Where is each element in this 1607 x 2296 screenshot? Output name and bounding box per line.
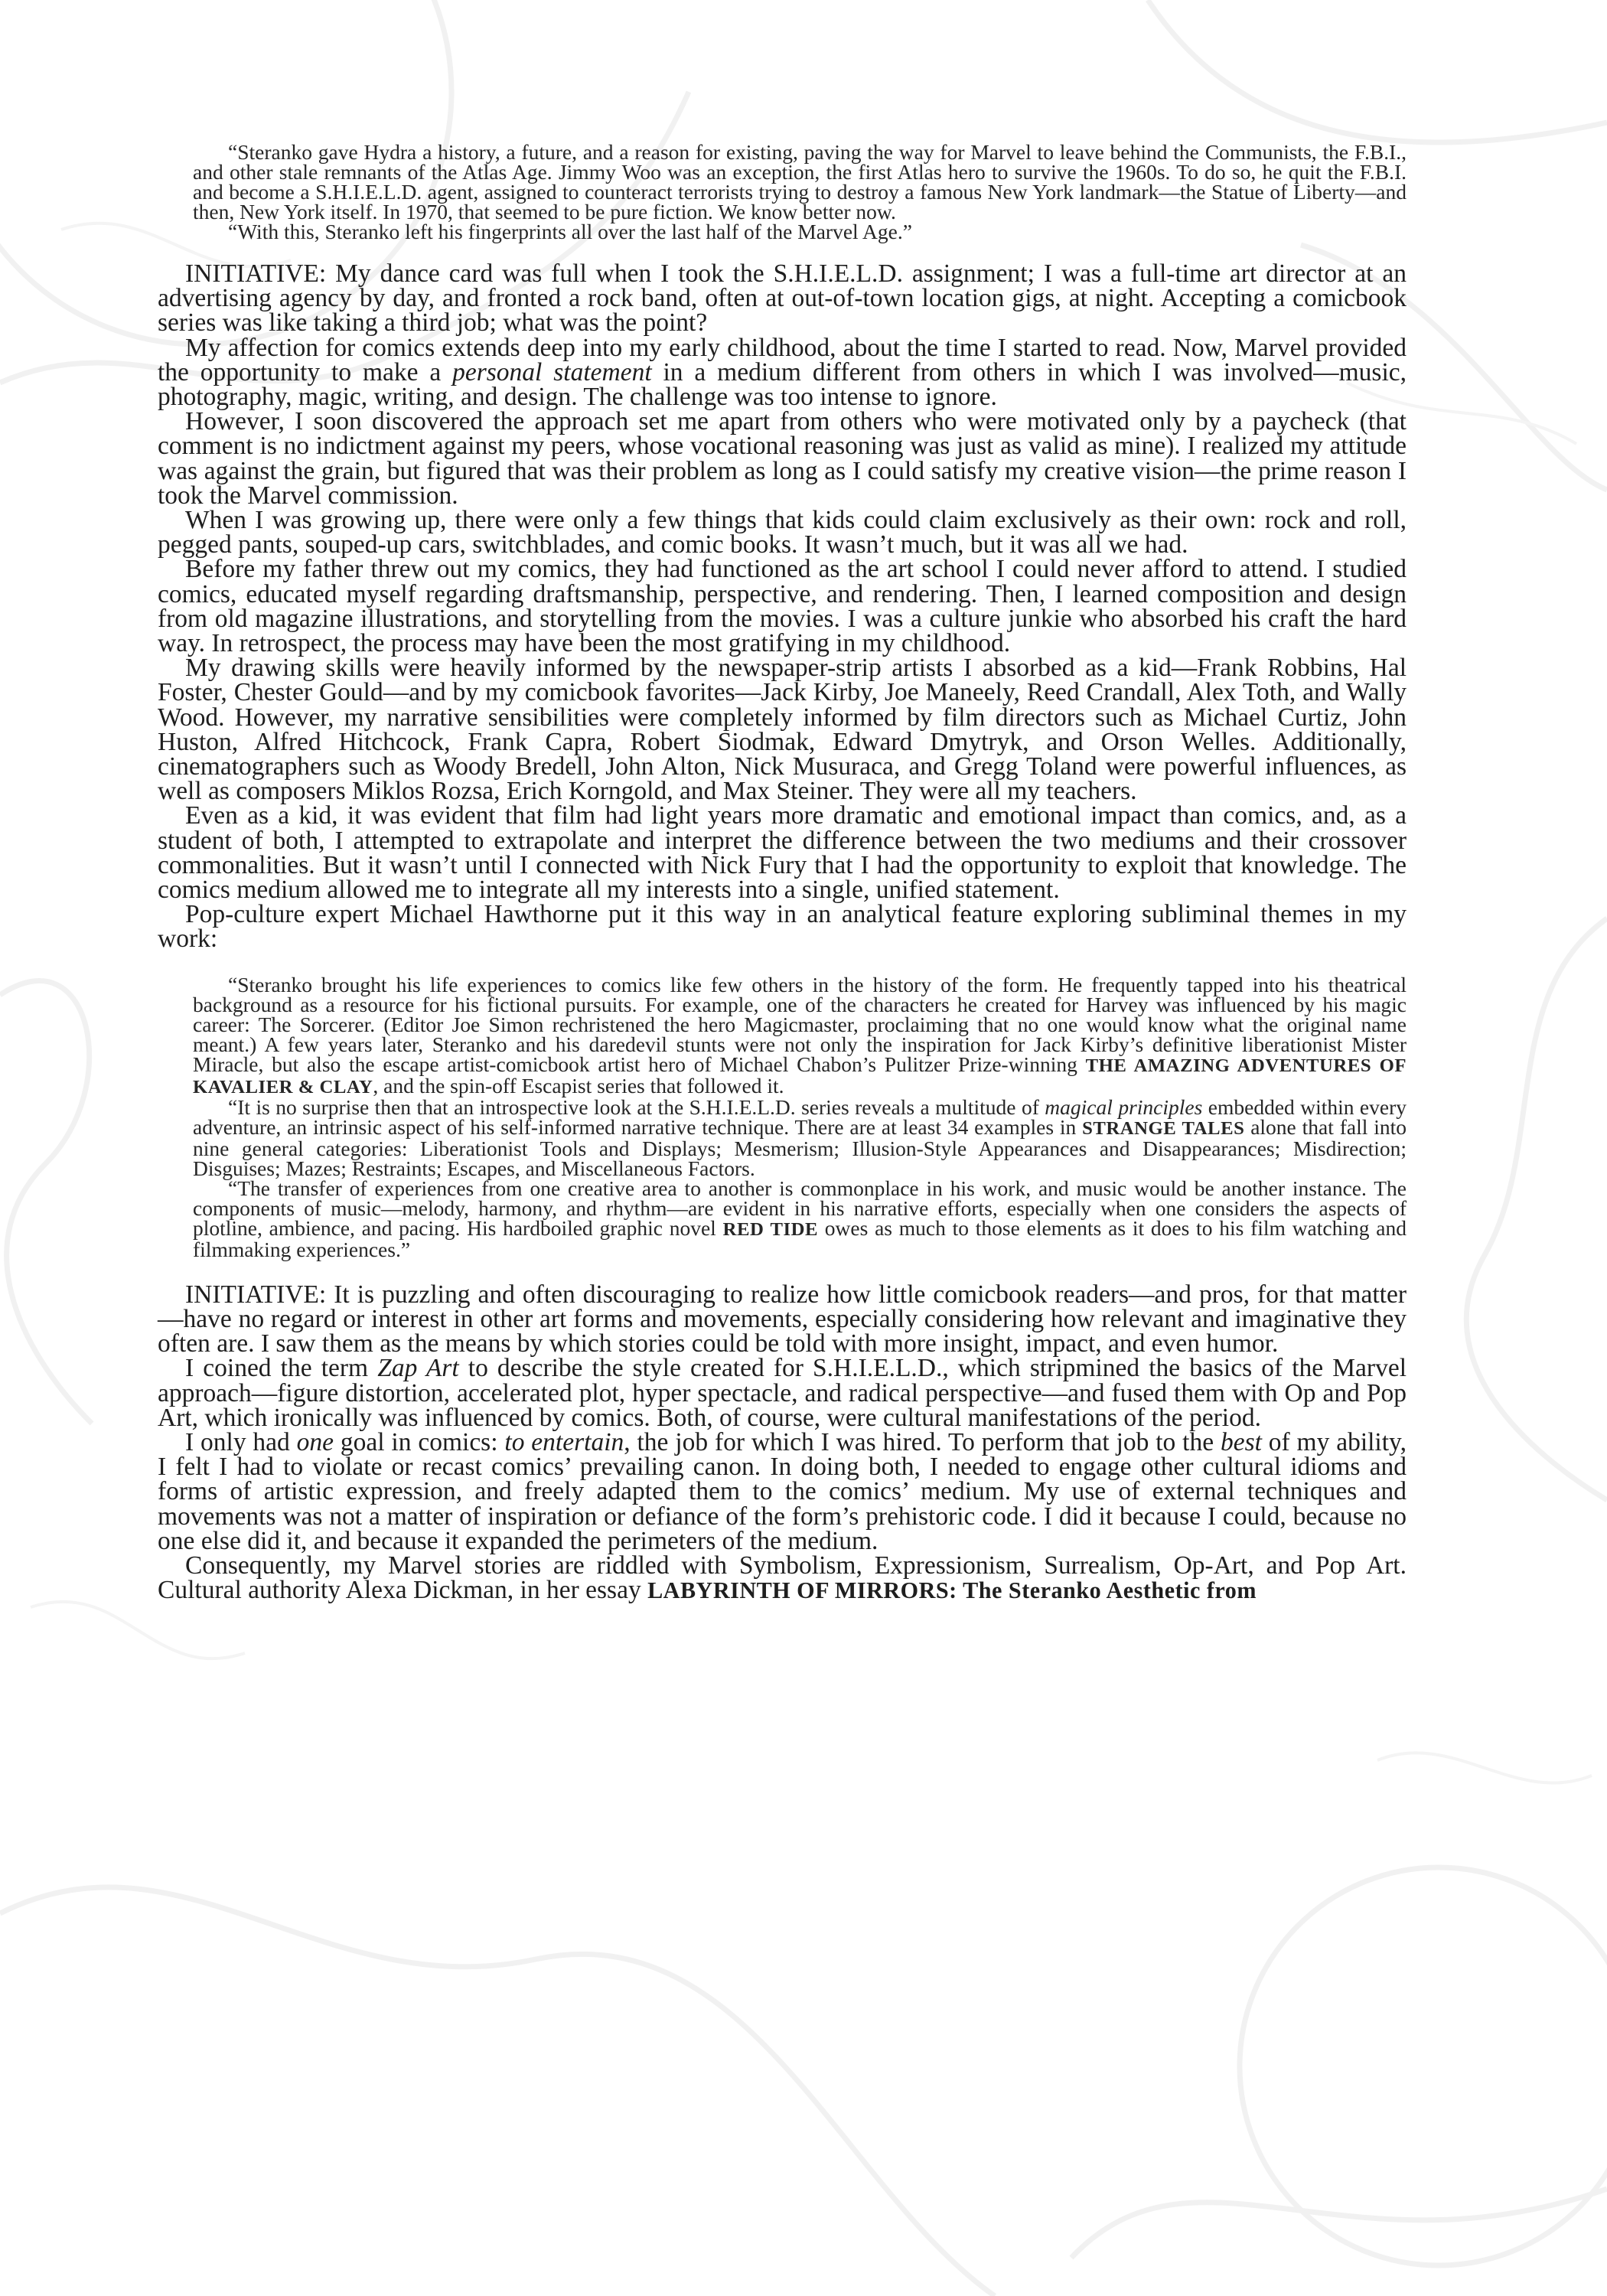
body-paragraph: Pop-culture expert Michael Hawthorne put it this way in an analytical feature exploring subliminal themes in my work: — [158, 900, 1407, 954]
emphasis-text: Zap Art — [377, 1354, 459, 1383]
emphasis-text: best — [1220, 1427, 1262, 1456]
body-paragraph: My drawing skills were heavily informed by the newspaper-strip artists I absorbed as a kid—Frank Robbins, Hal Foster, Chester Gould—and by my comicbook favorites—Jack Kirby, Joe Maneely, Reed Crandall, Alex Toth, and Wally Wood. However, my narrative sensibilities were completely informed by film directors such as Michael Curtiz, John Huston, Alfred Hitchcock, Frank Capra, Robert Siodmak, Edward Dmytryk, and Orson Welles. Additionally, cinematographers such as Woody Bredell, John Alton, Nick Musuraca, and Gregg Toland were powerful influences, as well as composers Miklos Rozsa, Erich Korngold, and Max Steiner. They were all my teachers. — [158, 654, 1407, 806]
emphasis-text: personal statement — [452, 357, 652, 386]
emphasis-text: one — [296, 1427, 334, 1456]
quote-paragraph: “Steranko gave Hydra a history, a future, and a reason for existing, paving the way for Marvel to leave behind the Communists, the F.B.I., and other stale remnants of the Atlas Age. Jimmy Woo was an exception, the first Atlas hero to survive the 1960s. To do so, he quit the F.B.I. and become a S.H.I.E.L.D. agent, assigned to counteract terrorists trying to destroy a famous New York landmark—the Statue of Liberty—and then, New York itself. In 1970, that seemed to be pure fiction. We know better now. — [193, 140, 1407, 223]
quote-paragraph: “With this, Steranko left his fingerprints all over the last half of the Marvel Age.” — [228, 220, 912, 243]
blockquote-hydra — [158, 142, 1407, 242]
emphasis-text: to entertain — [504, 1427, 624, 1456]
page-content — [158, 142, 1407, 1603]
title-text: RED TIDE — [722, 1218, 818, 1240]
body-paragraph: Consequently, my Marvel stories are riddled with Symbolism, Expressionism, Surrealism, Op-Art, and Pop Art. Cultural authority Alexa Dickman, in her essay LABYRINTH OF MIRRORS: The Steranko Aesthetic from — [158, 1551, 1407, 1605]
title-text: LABYRINTH OF MIRRORS: The Steranko Aesthetic from — [647, 1577, 1257, 1604]
body-paragraph: INITIATIVE: It is puzzling and often discouraging to realize how little comicbook readers—and pros, for that matter—have no regard or interest in other art forms and movements, especially considering how relevant and imaginative they often are. I saw them as the means by which stories could be told with more insight, impact, and even humor. — [158, 1280, 1407, 1358]
body-paragraph: Before my father threw out my comics, they had functioned as the art school I could never afford to attend. I studied comics, educated myself regarding draftsmanship, perspective, and rendering. Then, I learned composition and design from old magazine illustrations, and storytelling from the movies. I was a culture junkie who absorbed his craft the hard way. In retrospect, the process may have been the most gratifying in my childhood. — [158, 555, 1407, 658]
emphasis-text: magical principles — [1045, 1094, 1203, 1119]
blockquote-hawthorne — [158, 972, 1407, 1261]
body-paragraph: INITIATIVE: My dance card was full when I took the S.H.I.E.L.D. assignment; I was a full-time art director at an advertising agency by day, and fronted a rock band, often at out-of-town location gigs, at night. Accepting a comicbook series was like taking a third job; what was the point? — [158, 259, 1407, 338]
body-section-1 — [158, 259, 1407, 954]
quote-paragraph: “It is no surprise then that an introspective look at the S.H.I.E.L.D. series reveals a multitude of magical principles embedded within every adventure, an intrinsic aspect of his self-informed narrative technique. There are at least 34 examples in STRANGE TALES alone that fall into nine general categories: Liberationist Tools and Displays; Mesmerism; Illusion-Style Appearances and Disappearances; Misdirection; Disguises; Mazes; Restraints; Escapes, and Miscellaneous Factors. — [193, 1094, 1407, 1180]
body-paragraph: When I was growing up, there were only a few things that kids could claim exclusively as their own: rock and roll, pegged pants, souped-up cars, switchblades, and comic books. It wasn’t much, but it was all we had. — [158, 506, 1407, 559]
body-paragraph: Even as a kid, it was evident that film had light years more dramatic and emotional impact than comics, and, as a student of both, I attempted to extrapolate and interpret the difference between the two mediums and their crossover commonalities. But it wasn’t until I connected with Nick Fury that I had the opportunity to exploit that knowledge. The comics medium allowed me to integrate all my interests into a single, unified statement. — [158, 801, 1407, 905]
body-paragraph: I coined the term Zap Art to describe the style created for S.H.I.E.L.D., which stripmined the basics of the Marvel approach—figure distortion, accelerated plot, hyper spectacle, and radical perspective—and fused them with Op and Pop Art, which ironically was influenced by comics. Both, of course, were cultural manifestations of the period. — [158, 1354, 1407, 1432]
title-text: THE AMAZING ADVENTURES OF KAVALIER & CLAY — [193, 1055, 1407, 1097]
body-paragraph: I only had one goal in comics: to entertain, the job for which I was hired. To perform that job to the best of my ability, I felt I had to violate or recast comics’ prevailing canon. In doing both, I needed to engage other cultural idioms and forms of artistic expression, and freely adapted them to the comics’ medium. My use of external techniques and movements was not a matter of inspiration or defiance of the form’s prehistoric code. I did it because I could, because no one else did it, and because it expanded the perimeters of the medium. — [158, 1427, 1407, 1555]
body-paragraph: However, I soon discovered the approach set me apart from others who were motivated only by a paycheck (that comment is no indictment against my peers, whose vocational reasoning was just as valid as mine). I realized my attitude was against the grain, but figured that was their problem as long as I could satisfy my creative vision—the prime reason I took the Marvel commission. — [158, 407, 1407, 510]
quote-paragraph: “Steranko brought his life experiences to comics like few others in the history of the form. He frequently tapped into his theatrical background as a resource for his fictional pursuits. For example, one of the characters he created for Harvey was influenced by his magic career: The Sorcerer. (Editor Joe Simon rechristened the hero Magicmaster, proclaiming that no one would know what the original name meant.) A few years later, Steranko and his daredevil stunts were not only the inspiration for Jack Kirby’s definitive liberationist Mister Miracle, but also the escape artist-comicbook artist hero of Michael Chabon’s Pulitzer Prize-winning THE AMAZING ADVENTURES OF KAVALIER & CLAY, and the spin-off Escapist series that followed it. — [193, 972, 1407, 1097]
body-section-2 — [158, 1280, 1407, 1605]
title-text: STRANGE TALES — [1082, 1117, 1245, 1139]
quote-paragraph: “The transfer of experiences from one creative area to another is commonplace in his work, and music would be another instance. The components of music—melody, harmony, and rhythm—are evident in his narrative efforts, especially when one considers the aspects of plotline, ambience, and pacing. His hardboiled graphic novel RED TIDE owes as much to those elements as it does to his film watching and filmmaking experiences.” — [193, 1176, 1407, 1261]
body-paragraph: My affection for comics extends deep into my early childhood, about the time I started to read. Now, Marvel provided the opportunity to make a personal statement in a medium different from others in which I was involved—music, photography, magic, writing, and design. The challenge was too intense to ignore. — [158, 333, 1407, 412]
